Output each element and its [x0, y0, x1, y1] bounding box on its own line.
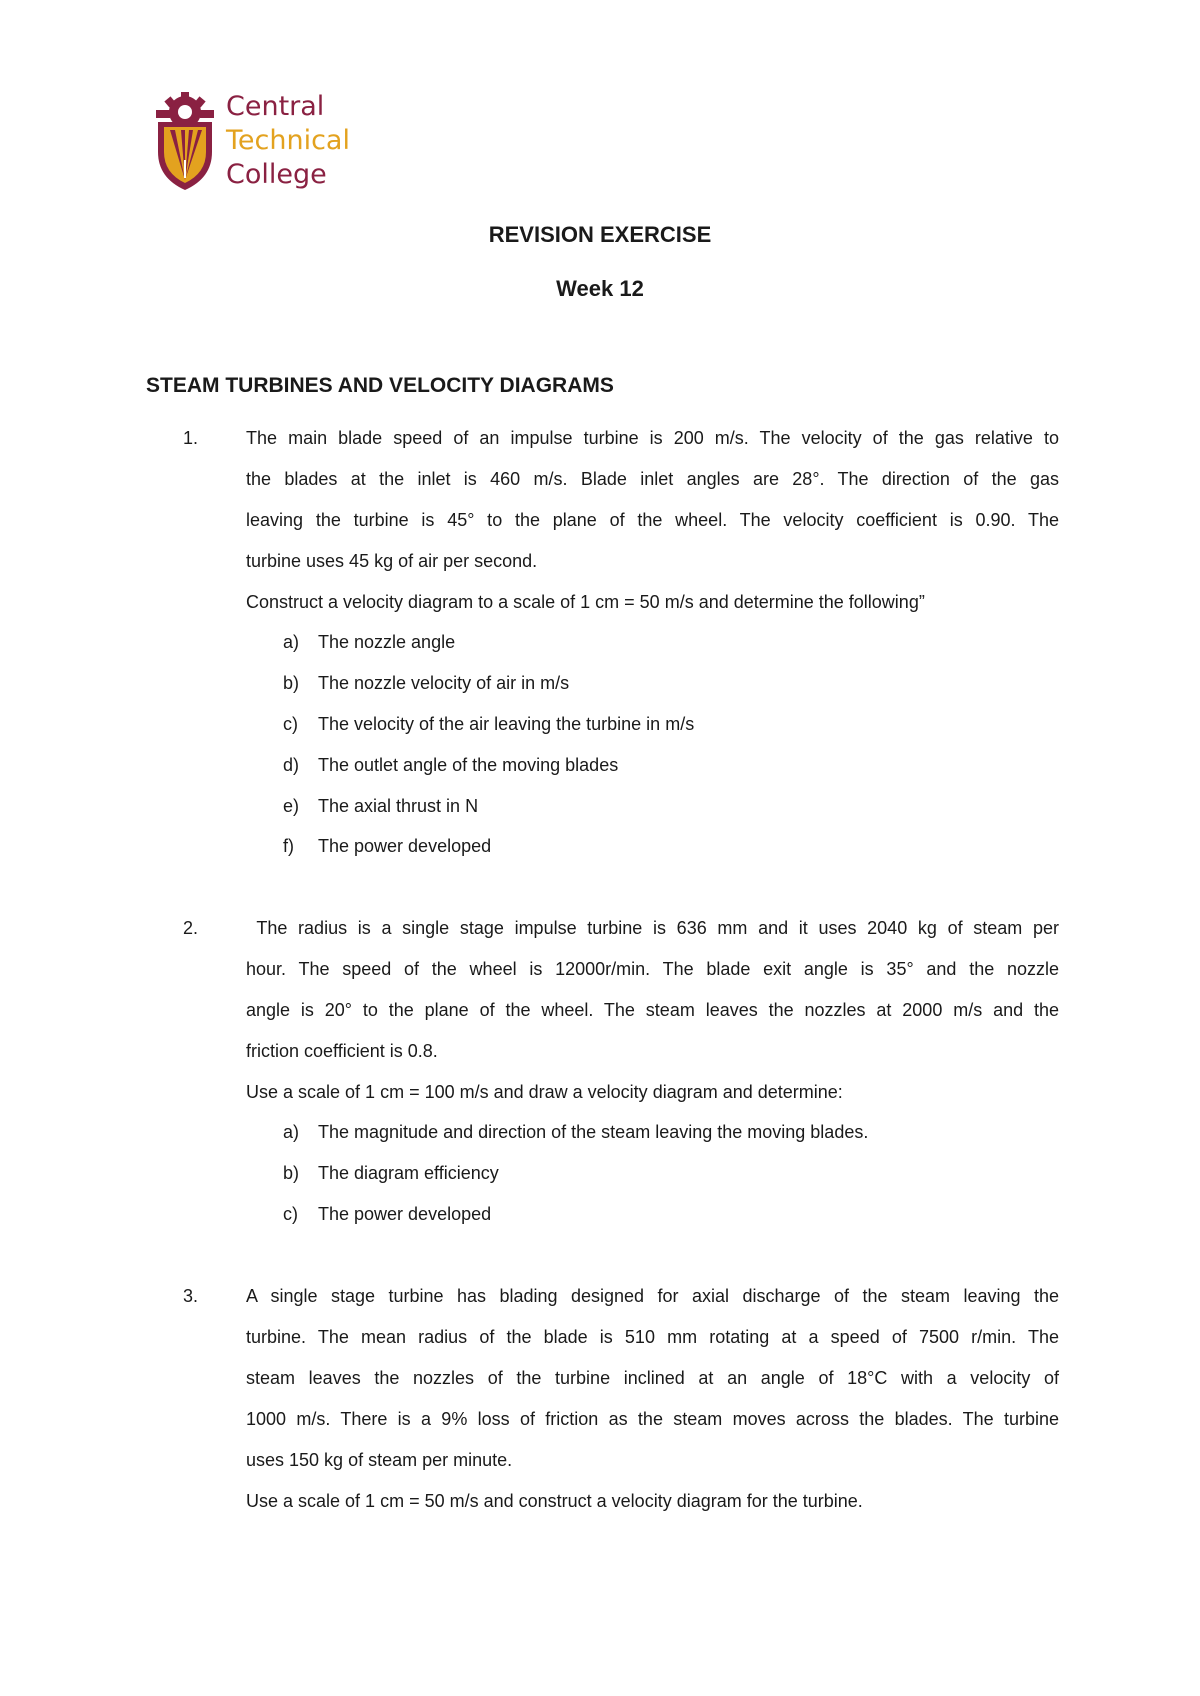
part-text: The nozzle angle: [318, 632, 456, 652]
page-subtitle: Week 12: [556, 276, 644, 301]
question-number: 2.: [183, 918, 199, 938]
question-text-line: turbine. The mean radius of the blade is 510 mm rotating at a speed of 7500 r/min. The: [246, 1327, 1059, 1347]
logo-line-college: College: [226, 159, 327, 190]
part-letter: a): [283, 1122, 300, 1142]
page-title: REVISION EXERCISE: [488, 222, 712, 247]
part-text: The velocity of the air leaving the turbine in m/s: [318, 714, 695, 734]
part-text: The power developed: [318, 836, 492, 856]
college-crest-icon: [152, 90, 218, 194]
logo-line-central: Central: [226, 91, 325, 122]
question-instruction: Use a scale of 1 cm = 100 m/s and draw a velocity diagram and determine:: [246, 1082, 843, 1102]
part-text: The nozzle velocity of air in m/s: [318, 673, 570, 693]
part-letter: e): [283, 796, 300, 816]
section-heading: STEAM TURBINES AND VELOCITY DIAGRAMS: [146, 374, 614, 397]
question-text-line: steam leaves the nozzles of the turbine inclined at an angle of 18°C with a velocity of: [246, 1368, 1059, 1388]
logo-line-technical: Technical: [226, 125, 350, 156]
part-text: The axial thrust in N: [318, 796, 479, 816]
part-letter: a): [283, 632, 300, 652]
question-text-line: angle is 20° to the plane of the wheel. The steam leaves the nozzles at 2000 m/s and the: [246, 1000, 1059, 1020]
part-letter: d): [283, 755, 300, 775]
part-letter: f): [283, 836, 294, 856]
question-text-line: friction coefficient is 0.8.: [246, 1041, 438, 1061]
question-text-line: the blades at the inlet is 460 m/s. Blade inlet angles are 28°. The direction of the gas: [246, 469, 1059, 489]
part-text: The diagram efficiency: [318, 1163, 499, 1183]
question-number: 3.: [183, 1286, 199, 1306]
question-text-line: 1000 m/s. There is a 9% loss of friction as the steam moves across the blades. The turbine: [246, 1409, 1059, 1429]
question-text-line: hour. The speed of the wheel is 12000r/min. The blade exit angle is 35° and the nozzle: [246, 959, 1059, 979]
part-text: The outlet angle of the moving blades: [318, 755, 619, 775]
question-text-line: A single stage turbine has blading designed for axial discharge of the steam leaving the: [246, 1286, 1059, 1306]
question-text-line: uses 150 kg of steam per minute.: [246, 1450, 513, 1470]
part-text: The magnitude and direction of the steam leaving the moving blades.: [318, 1122, 869, 1142]
question-text-line: turbine uses 45 kg of air per second.: [246, 551, 538, 571]
question-text-line: The radius is a single stage impulse turbine is 636 mm and it uses 2040 kg of steam per: [246, 918, 1059, 938]
question-instruction: Construct a velocity diagram to a scale of 1 cm = 50 m/s and determine the following”: [246, 592, 925, 612]
part-text: The power developed: [318, 1204, 492, 1224]
part-letter: c): [283, 1204, 298, 1224]
question-number: 1.: [183, 428, 199, 448]
question-text-line: The main blade speed of an impulse turbine is 200 m/s. The velocity of the gas relative to: [246, 428, 1059, 448]
part-letter: b): [283, 673, 300, 693]
part-letter: b): [283, 1163, 300, 1183]
question-instruction: Use a scale of 1 cm = 50 m/s and construct a velocity diagram for the turbine.: [246, 1491, 863, 1511]
college-logo: [152, 90, 350, 194]
part-letter: c): [283, 714, 298, 734]
question-text-line: leaving the turbine is 45° to the plane of the wheel. The velocity coefficient is 0.90. The: [246, 510, 1059, 530]
